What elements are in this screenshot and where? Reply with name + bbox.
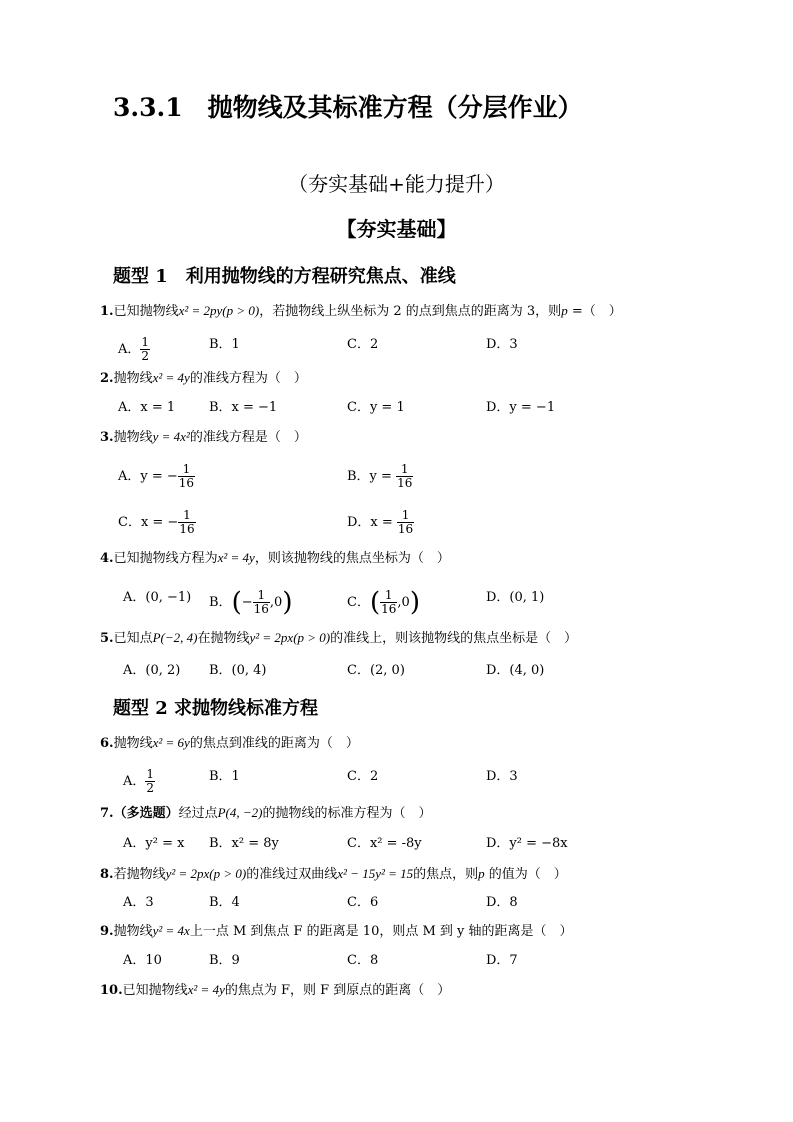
- option-b: B．x = −1: [209, 400, 278, 415]
- denominator: 16: [179, 522, 195, 536]
- option-c: [118, 509, 196, 536]
- option-b: B．1: [209, 769, 240, 784]
- fraction: [397, 509, 414, 536]
- question-text: 在抛物线: [197, 631, 250, 646]
- option-c: C．x² = -8y: [347, 836, 422, 851]
- equation: y = 4x²: [152, 429, 190, 444]
- bracket: ): [409, 587, 420, 618]
- equation: x² = 2py(p > 0): [178, 303, 260, 318]
- option-label: B．: [209, 595, 232, 610]
- equation: x² = 4y: [187, 982, 225, 997]
- option-c: C．2: [347, 337, 379, 352]
- question-text: 抛物线: [113, 924, 153, 939]
- question-2: [100, 369, 307, 388]
- option-d: D．7: [486, 953, 518, 968]
- question-10: [100, 981, 450, 1000]
- question-text: 抛物线: [113, 430, 153, 445]
- question-1: [100, 302, 622, 321]
- fraction: [178, 463, 195, 490]
- option-a: A．3: [123, 895, 154, 910]
- option-b: B．(0, 4): [209, 663, 267, 678]
- variable: p: [561, 303, 568, 318]
- question-text: ，则该抛物线的焦点坐标为（ ）: [254, 551, 450, 566]
- question-number: 4.: [100, 551, 114, 566]
- question-number: 5.: [100, 631, 114, 646]
- question-text: 的焦点到准线的距离为（ ）: [189, 736, 359, 751]
- option-label: A．: [118, 342, 141, 357]
- question-8: [100, 865, 567, 884]
- fraction: [380, 589, 397, 616]
- option-label: C．x = −: [118, 515, 179, 530]
- option-a: A．x = 1: [118, 400, 176, 415]
- option-c: C．6: [347, 895, 379, 910]
- equation: y² = 2px(p > 0): [165, 866, 247, 881]
- question-text: 的值为（ ）: [484, 867, 567, 882]
- section-heading-2: 题型 2 求抛物线标准方程: [113, 698, 319, 719]
- option-label: B．y =: [347, 469, 397, 484]
- section-label: 【夯实基础】: [336, 217, 457, 241]
- question-text: 经过点: [178, 806, 218, 821]
- question-text: 上一点 M 到焦点 F 的距离是 10，则点 M 到 y 轴的距离是（ ）: [189, 924, 573, 939]
- question-number: 8.: [100, 867, 114, 882]
- denominator: 2: [146, 781, 155, 795]
- fraction: [178, 509, 195, 536]
- option-a: A．y² = x: [123, 836, 185, 851]
- question-text: 若抛物线: [113, 867, 166, 882]
- option-c: C．(2, 0): [347, 663, 405, 678]
- question-text: 的准线方程为（ ）: [189, 371, 307, 386]
- bracket: (: [369, 587, 381, 618]
- fraction: [253, 589, 270, 616]
- question-text: ，若抛物线上纵坐标为 2 的点到焦点的距离为 3，则: [259, 304, 562, 319]
- option-d: D．8: [486, 895, 518, 910]
- question-number: 7.: [100, 806, 114, 821]
- question-text: 的准线过双曲线: [246, 867, 338, 882]
- zero: 0: [274, 595, 283, 610]
- question-9: [100, 922, 573, 941]
- denominator: 16: [253, 602, 269, 616]
- bracket: (: [231, 587, 242, 618]
- option-d: D．y = −1: [486, 400, 556, 415]
- option-c: C．2: [347, 769, 379, 784]
- option-c: C．( $\frac{1}{16}$ ,0): [347, 587, 420, 618]
- question-text: 的焦点为 F，则 F 到原点的距离（ ）: [224, 983, 451, 998]
- sign: −: [241, 595, 253, 610]
- question-text: 的抛物线的标准方程为（ ）: [262, 806, 432, 821]
- denominator: 16: [178, 476, 195, 490]
- option-a: [118, 463, 195, 490]
- equation: y² = 4x: [152, 923, 190, 938]
- numerator: 1: [380, 589, 397, 603]
- numerator: 1: [396, 463, 413, 477]
- page-subtitle: （夯实基础+能力提升）: [288, 172, 505, 196]
- question-3: [100, 428, 307, 447]
- question-number: 3.: [100, 430, 114, 445]
- option-label: C．: [347, 595, 370, 610]
- question-text: =（ ）: [567, 304, 622, 319]
- question-text: 抛物线: [113, 371, 153, 386]
- option-b: B．(− $\frac{1}{16}$ ,0): [209, 587, 293, 618]
- option-label: A．y = −: [118, 469, 178, 484]
- option-b: B．4: [209, 895, 240, 910]
- question-number: 2.: [100, 371, 114, 386]
- point: P(4, −2): [217, 805, 263, 820]
- denominator: 16: [397, 522, 414, 536]
- equation: x² = 6y: [152, 735, 190, 750]
- question-number: 10.: [100, 983, 123, 998]
- question-text: 抛物线: [113, 736, 153, 751]
- section-heading-1: 题型 1 利用抛物线的方程研究焦点、准线: [113, 266, 456, 287]
- variable: p: [478, 866, 485, 881]
- question-text: 已知抛物线方程为: [113, 551, 218, 566]
- numerator: 1: [253, 589, 270, 603]
- question-text: 的准线方程是（ ）: [189, 430, 307, 445]
- option-a: [123, 768, 155, 795]
- question-text: 已知点: [113, 631, 153, 646]
- zero: 0: [401, 595, 410, 610]
- page-title: 3.3.1 抛物线及其标准方程（分层作业）: [113, 93, 583, 122]
- fraction: [396, 463, 413, 490]
- fraction: [145, 768, 155, 795]
- equation: x² = 4y: [152, 370, 190, 385]
- numerator: 1: [146, 767, 155, 781]
- question-4: [100, 549, 450, 568]
- option-d: D．(4, 0): [486, 663, 545, 678]
- option-b: B．x² = 8y: [209, 836, 279, 851]
- option-d: D．(0, 1): [486, 590, 545, 605]
- numerator: 1: [178, 509, 195, 523]
- denominator: 2: [141, 349, 150, 363]
- option-d: D．y² = −8x: [486, 836, 568, 851]
- option-d: [347, 509, 414, 536]
- equation: x² = 4y: [217, 550, 255, 565]
- denominator: 16: [381, 602, 397, 616]
- bracket: ): [282, 587, 293, 618]
- numerator: 1: [141, 335, 150, 349]
- equation: x² − 15y² = 15: [337, 866, 414, 881]
- question-number: 1.: [100, 304, 114, 319]
- question-tag: （多选题）: [113, 806, 179, 821]
- question-5: [100, 629, 577, 648]
- equation: y² = 2px(p > 0): [249, 630, 331, 645]
- option-c: C．8: [347, 953, 379, 968]
- question-text: 的焦点，则: [413, 867, 479, 882]
- fraction: [140, 336, 150, 363]
- question-text: 已知抛物线: [113, 304, 179, 319]
- option-a: [118, 336, 150, 363]
- option-c: C．y = 1: [347, 400, 405, 415]
- question-7: [100, 804, 432, 823]
- question-text: 已知抛物线: [122, 983, 188, 998]
- option-a: A．(0, 2): [123, 663, 181, 678]
- option-b: B．1: [209, 337, 240, 352]
- question-6: [100, 734, 359, 753]
- option-a: A．(0, −1): [123, 590, 192, 605]
- denominator: 16: [397, 476, 413, 490]
- question-number: 6.: [100, 736, 114, 751]
- option-label: A．: [123, 774, 146, 789]
- option-a: A．10: [123, 953, 162, 968]
- option-label: D．x =: [347, 515, 397, 530]
- question-number: 9.: [100, 924, 114, 939]
- numerator: 1: [178, 463, 195, 477]
- option-b: B．9: [209, 953, 240, 968]
- numerator: 1: [397, 509, 414, 523]
- question-text: 的准线上，则该抛物线的焦点坐标是（ ）: [330, 631, 578, 646]
- option-d: D．3: [486, 337, 518, 352]
- option-b: [347, 463, 413, 490]
- point: P(−2, 4): [152, 630, 198, 645]
- option-d: D．3: [486, 769, 518, 784]
